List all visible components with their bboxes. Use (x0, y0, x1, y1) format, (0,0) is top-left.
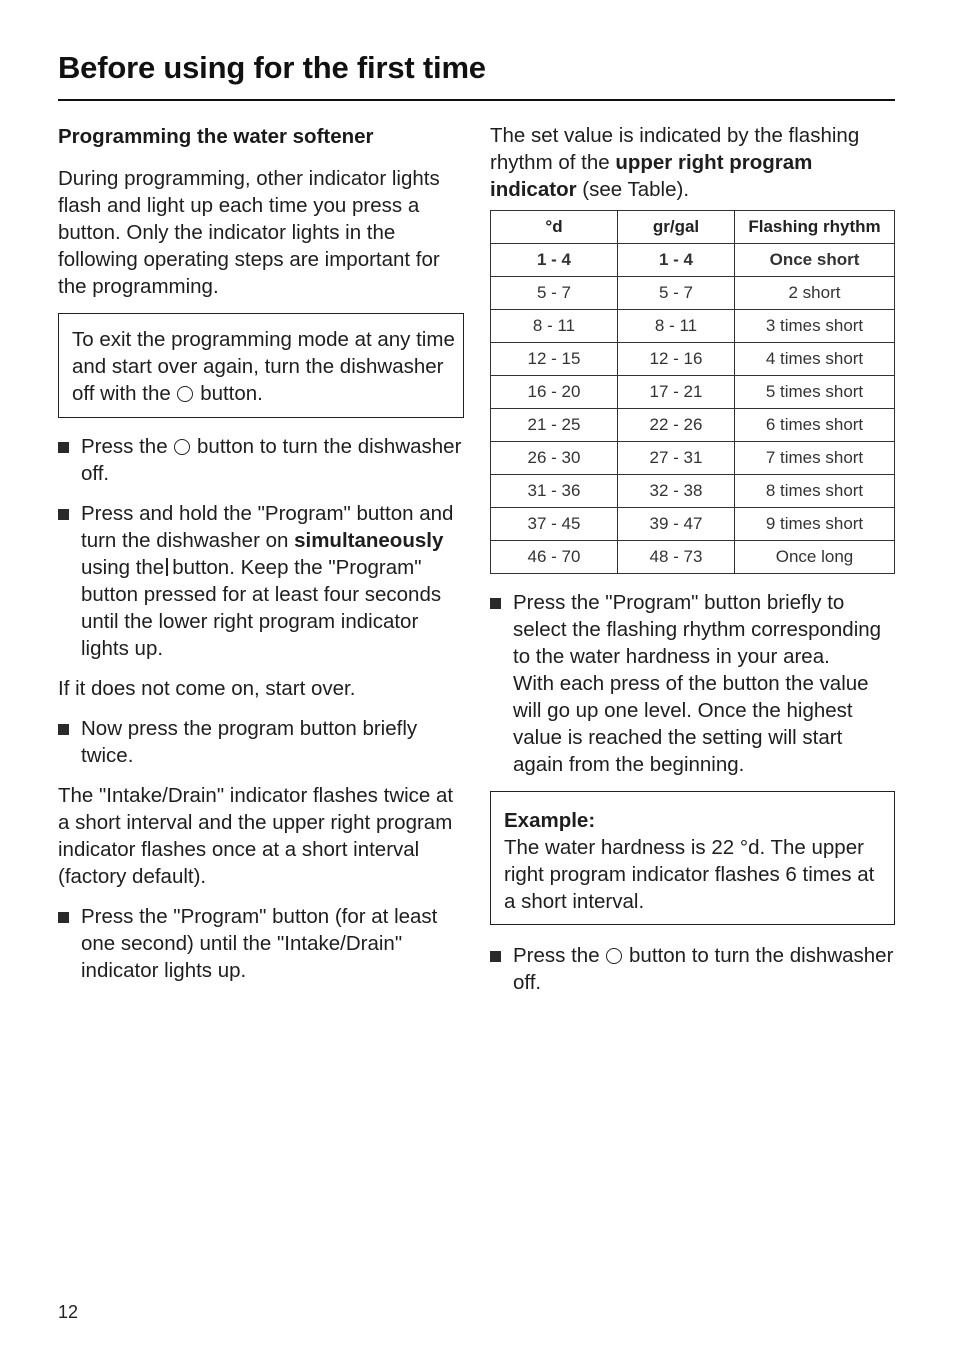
table-row (491, 277, 895, 310)
table-row (491, 343, 895, 376)
header-flashing-rhythm: Flashing rhythm (735, 211, 895, 244)
table-cell: 21 - 25 (491, 409, 618, 442)
table-cell: 22 - 26 (618, 409, 735, 442)
table-cell: 48 - 73 (618, 541, 735, 574)
intro-text-a: The set value is indicated by the flashing rhythm of the (490, 124, 860, 174)
power-off-icon (174, 439, 190, 455)
water-hardness-table (490, 210, 895, 574)
square-bullet-icon (490, 951, 501, 962)
table-cell: 7 times short (735, 442, 895, 475)
table-row (491, 376, 895, 409)
table-cell: 5 times short (735, 376, 895, 409)
table-cell: 12 - 16 (618, 343, 735, 376)
set-value-paragraph (490, 122, 895, 203)
step-text-before: Press the (513, 944, 600, 967)
table-header-row (491, 211, 895, 244)
title-divider (58, 99, 895, 101)
table-cell: 1 - 4 (491, 244, 618, 277)
page-title: Before using for the first time (58, 50, 486, 85)
square-bullet-icon (58, 509, 69, 520)
left-column (58, 122, 464, 997)
table-cell: 26 - 30 (491, 442, 618, 475)
table-cell: 8 - 11 (618, 310, 735, 343)
header-degrees: °d (491, 211, 618, 244)
step-text-a: Press and hold the "Program" button and turn the dishwasher on (81, 502, 454, 552)
step-text-after: button to turn the dishwasher off. (81, 435, 462, 485)
step-text-c: button. Keep the "Program" button pressed for at least four seconds until the lower right program indicator lights up. (81, 556, 442, 660)
step-text: Now press the program button briefly twice. (81, 717, 418, 767)
table-row (491, 409, 895, 442)
table-cell: 37 - 45 (491, 508, 618, 541)
table-cell: 17 - 21 (618, 376, 735, 409)
example-box (490, 791, 895, 925)
step-press-twice (58, 715, 464, 769)
table-row (491, 244, 895, 277)
note-text-after: button. (200, 382, 263, 405)
right-column (490, 122, 895, 1009)
header-gr-gal: gr/gal (618, 211, 735, 244)
power-on-icon (166, 558, 168, 576)
step-text-before: Press the (81, 435, 168, 458)
table-cell: 6 times short (735, 409, 895, 442)
step-turn-off (58, 433, 464, 487)
table-row (491, 541, 895, 574)
note-text-before: To exit the programming mode at any time and start over again, turn the dishwasher off with the (72, 328, 455, 405)
power-off-icon (606, 948, 622, 964)
step-text-b: using the (81, 556, 165, 579)
table-cell: 39 - 47 (618, 508, 735, 541)
step-text-b: With each press of the button the value will go up one level. Once the highest value is reached the setting will start again from the beginning. (513, 672, 869, 776)
step-select-rhythm (490, 589, 895, 778)
table-row (491, 442, 895, 475)
table-cell: 31 - 36 (491, 475, 618, 508)
table-row (491, 310, 895, 343)
intake-drain-paragraph: The "Intake/Drain" indicator flashes twice at a short interval and the upper right program indicator flashes once at a short interval (factory default). (58, 784, 454, 888)
table-cell: 1 - 4 (618, 244, 735, 277)
table-cell: 27 - 31 (618, 442, 735, 475)
step-turn-off-final (490, 942, 895, 996)
square-bullet-icon (58, 724, 69, 735)
table-cell: Once short (735, 244, 895, 277)
step-press-hold-program (58, 500, 464, 662)
step-text-a: Press the "Program" button briefly to select the flashing rhythm corresponding to the water hardness in your area. (513, 591, 882, 668)
step-text: Press the "Program" button (for at least one second) until the "Intake/Drain" indicator lights up. (81, 905, 438, 982)
exit-note-box (58, 313, 464, 418)
power-off-icon (177, 386, 193, 402)
table-cell: 5 - 7 (618, 277, 735, 310)
step-text-after: button to turn the dishwasher off. (513, 944, 894, 994)
step-text-bold: simultaneously (294, 529, 444, 552)
table-cell: 32 - 38 (618, 475, 735, 508)
intro-text-bold: upper right program indicator (490, 151, 813, 201)
table-cell: 9 times short (735, 508, 895, 541)
section-heading: Programming the water softener (58, 125, 374, 148)
table-cell: 12 - 15 (491, 343, 618, 376)
step-press-program-one-second (58, 903, 464, 984)
table-cell: 46 - 70 (491, 541, 618, 574)
example-title: Example: (504, 809, 596, 832)
intro-paragraph: During programming, other indicator lights flash and light up each time you press a button. Only the indicator lights in the following operating steps are important for the programming. (58, 167, 440, 298)
example-text: The water hardness is 22 °d. The upper right program indicator flashes 6 times at a short interval. (504, 836, 875, 913)
table-cell: 8 - 11 (491, 310, 618, 343)
table-cell: 5 - 7 (491, 277, 618, 310)
table-row (491, 475, 895, 508)
square-bullet-icon (58, 912, 69, 923)
table-cell: 4 times short (735, 343, 895, 376)
table-cell: Once long (735, 541, 895, 574)
intro-text-b: (see Table). (582, 178, 690, 201)
table-cell: 2 short (735, 277, 895, 310)
restart-paragraph: If it does not come on, start over. (58, 677, 356, 700)
table-cell: 3 times short (735, 310, 895, 343)
table-cell: 16 - 20 (491, 376, 618, 409)
table-row (491, 508, 895, 541)
page-number: 12 (58, 1302, 79, 1322)
square-bullet-icon (58, 442, 69, 453)
table-cell: 8 times short (735, 475, 895, 508)
square-bullet-icon (490, 598, 501, 609)
